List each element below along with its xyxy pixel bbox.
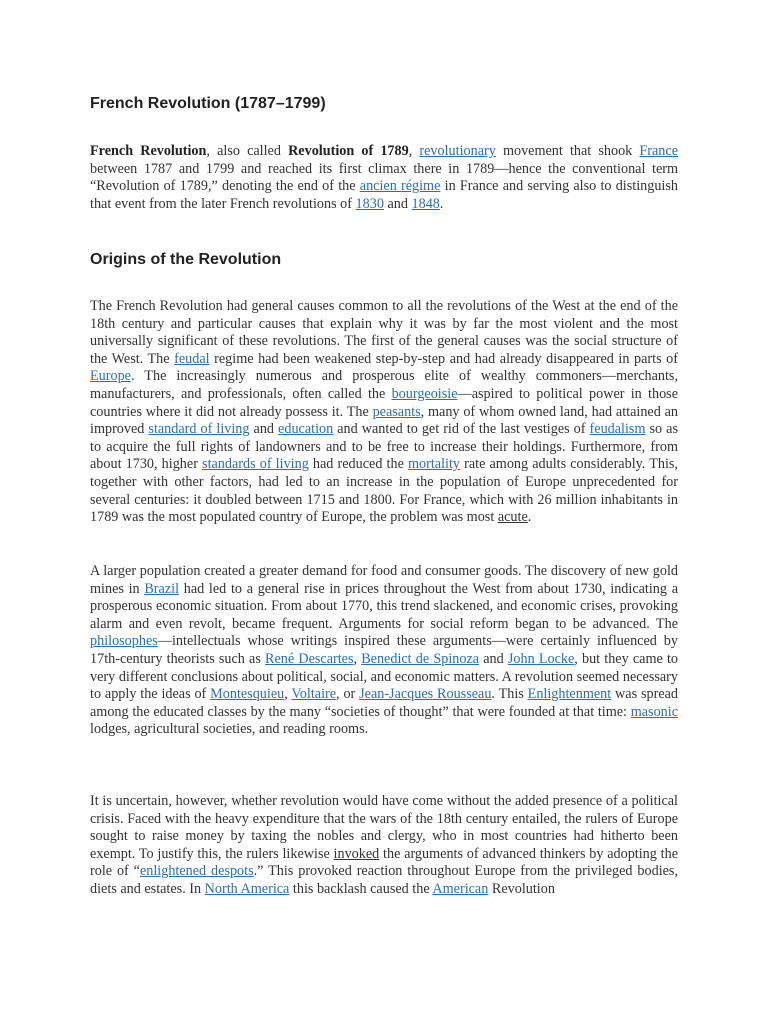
text: It is uncertain, however, whether revolution would have come without the added presence of a political crisis. Faced with the heavy expenditure that the wars of the 18th century entailed, the rulers of Europe sought to raise money by taxing the nobles and clergy, who in most countries had hitherto been exempt. To justify this, the rulers likewise — [90, 793, 678, 862]
link-feudal[interactable]: feudal — [174, 350, 210, 367]
link-europe[interactable]: Europe — [90, 368, 131, 385]
text: the arguments of advanced thinkers by adopting the role of “ — [90, 845, 678, 880]
link-feudalism[interactable]: feudalism — [589, 421, 646, 438]
link-education[interactable]: education — [278, 421, 334, 438]
text: had led to a general rise in prices throughout the West from about 1730, indicating a prosperous economic situation. From about 1770, this trend slackened, and economic crises, provoking alarm and even revolt, became frequent. Arguments for social reform began to be advanced. The — [90, 580, 678, 632]
text: , also called — [206, 143, 289, 159]
text: —intellectuals whose writings inspired these arguments—were certainly influenced by 17th-century theorists such as — [90, 633, 678, 667]
text: and — [479, 650, 508, 667]
link-american[interactable]: American — [432, 880, 489, 897]
link-enlightened-despots[interactable]: enlightened despots — [139, 863, 254, 880]
link-montesquieu[interactable]: Montesquieu — [210, 686, 285, 703]
text: . The increasingly numerous and prosperous elite of wealthy commoners—merchants, manufacturers, and professionals, often called the — [90, 368, 678, 402]
link-revolutionary[interactable]: revolutionary — [419, 143, 496, 159]
text: and — [383, 195, 412, 212]
text: between 1787 and 1799 and reached its first climax there in 1789—hence the conventional term “Revolution of 1789,” denoting the end of the — [90, 160, 678, 195]
text: , but they came to very different conclusions about political, social, and economic matters. A revolution seemed necessary to apply the ideas of — [90, 650, 678, 703]
term-french-revolution: French Revolution — [90, 143, 207, 159]
text: regime had been weakened step-by-step and had already disappeared in parts of — [209, 350, 678, 367]
text: —aspired to political power in those countries where it did not already possess it. The — [90, 385, 678, 420]
link-france[interactable]: France — [639, 143, 678, 159]
link-enlightenment[interactable]: Enlightenment — [527, 686, 612, 703]
link-bourgeoisie[interactable]: bourgeoisie — [391, 385, 458, 402]
text: Revolution — [488, 880, 555, 897]
text: was spread among the educated classes by the many “societies of thought” that were founded at that time: — [90, 686, 679, 720]
link-1848[interactable]: 1848 — [411, 195, 440, 212]
section-title: Origins of the Revolution — [90, 251, 282, 268]
text: . — [439, 195, 444, 212]
text: , — [284, 686, 292, 703]
text: , many of whom owned land, had attained an improved — [90, 403, 678, 438]
origins-paragraph-3 — [90, 793, 678, 914]
link-philosophes[interactable]: philosophes — [90, 633, 158, 650]
text: The French Revolution had general causes common to all the revolutions of the West at the end of the 18th century and particular causes that explain why it was by far the most violent and the most universally significant of these revolutions. The first of the general causes was the social structure of the West. The — [90, 298, 678, 367]
underlined-acute: acute — [497, 509, 528, 526]
text: . — [527, 509, 532, 526]
link-peasants[interactable]: peasants — [372, 403, 421, 420]
text: so as to acquire the full rights of landowners and to be free to increase their holdings. Furthermore, from about 1730, higher — [90, 421, 679, 473]
term-revolution-of-1789: Revolution of 1789 — [288, 143, 409, 159]
text: and — [249, 421, 279, 438]
link-voltaire[interactable]: Voltaire — [291, 686, 337, 703]
origins-paragraph-2 — [90, 563, 678, 739]
page-title: French Revolution (1787–1799) — [90, 95, 326, 112]
link-john-locke[interactable]: John Locke — [507, 650, 575, 667]
text: . This — [491, 686, 528, 703]
text: .” This provoked reaction throughout Europe from the privileged bodies, diets and estates. In — [90, 863, 678, 897]
text: rate among adults considerably. This, together with other factors, had led to an increase in the population of Europe unprecedented for several centuries: it doubled between 1715 and 1800. For France, which with 26 million inhabitants in 1789 was the most populated country of Europe, the problem was most — [90, 456, 678, 526]
text: this backlash caused the — [289, 880, 433, 897]
link-brazil[interactable]: Brazil — [144, 580, 180, 597]
text: , or — [336, 686, 360, 703]
link-north-america[interactable]: North America — [204, 880, 290, 897]
link-masonic[interactable]: masonic — [630, 703, 678, 720]
text: movement that shook — [495, 143, 640, 159]
link-jean-jacques-rousseau[interactable]: Jean-Jacques Rousseau — [359, 686, 492, 703]
text: in France and serving also to distinguish that event from the later French revolutions of — [90, 178, 678, 212]
intro-paragraph — [90, 143, 678, 213]
underlined-invoked: invoked — [333, 845, 380, 862]
text: and wanted to get rid of the last vestiges of — [333, 421, 590, 438]
link-benedict-de-spinoza[interactable]: Benedict de Spinoza — [361, 650, 480, 667]
text: lodges, agricultural societies, and reading rooms. — [90, 721, 369, 738]
link-rene-descartes[interactable]: René Descartes — [265, 650, 354, 667]
text: , — [353, 650, 362, 667]
text: had reduced the — [308, 456, 408, 473]
link-standards-of-living[interactable]: standards of living — [202, 456, 309, 473]
link-ancien-regime[interactable]: ancien régime — [359, 178, 441, 195]
text: A larger population created a greater demand for food and consumer goods. The discovery of new gold mines in — [90, 563, 678, 597]
origins-paragraph-1 — [90, 298, 678, 527]
link-standard-of-living[interactable]: standard of living — [148, 421, 250, 438]
link-1830[interactable]: 1830 — [355, 195, 384, 212]
text: , — [408, 143, 420, 159]
link-mortality[interactable]: mortality — [407, 456, 460, 473]
